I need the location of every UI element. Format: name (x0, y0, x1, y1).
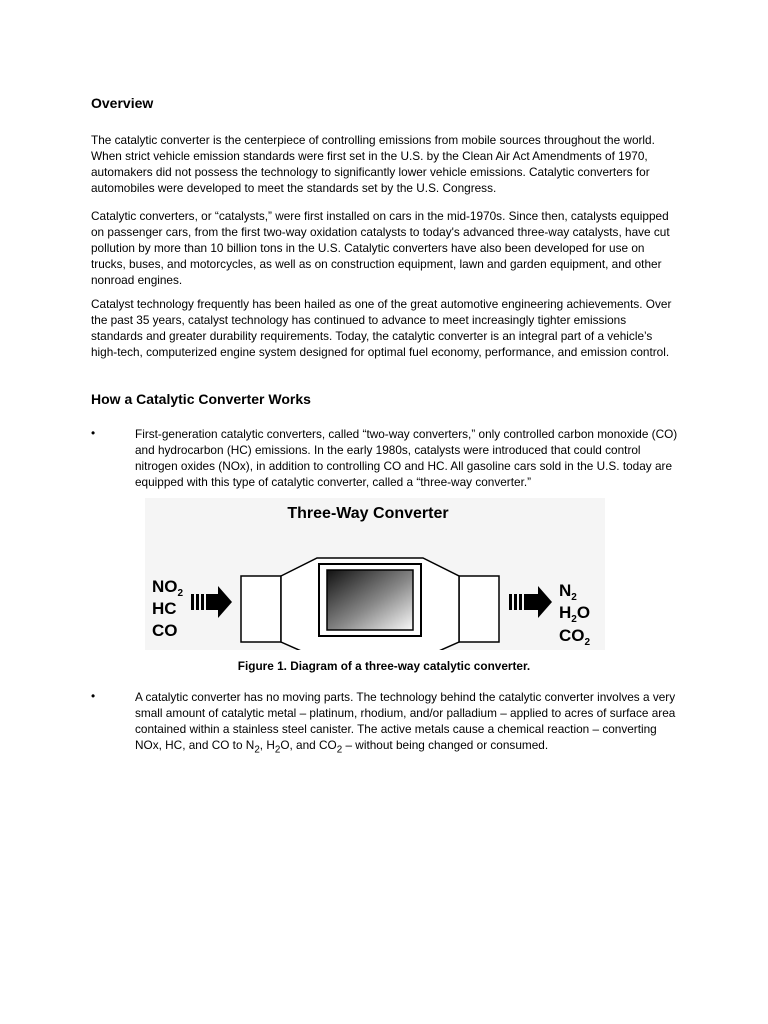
bullet-marker-1: • (91, 426, 96, 440)
diagram-title: Three-Way Converter (287, 505, 449, 522)
three-way-converter-diagram (145, 498, 605, 650)
catalyst-core (327, 570, 413, 630)
overview-paragraph-3: Catalyst technology frequently has been hailed as one of the great automotive engineering achievements. Over the past 35 years, catalyst technology has continued to advance to meet increasingly tighter emissions standards and greater durability requirements. Today, the catalytic converter is an integral part of a vehicle’s high-tech, computerized engine system designed for optimal fuel economy, performance, and emission control. (91, 297, 672, 359)
bullet-marker-2: • (91, 689, 96, 703)
input-gas-co: CO (152, 621, 178, 640)
input-gas-hc: HC (152, 599, 177, 618)
output-gas-h2o: $H_2O$ (559, 603, 591, 625)
overview-paragraph-1: The catalytic converter is the centerpiece of controlling emissions from mobile sources throughout the world. When strict vehicle emission standards were first set in the U.S. by the Clean Air Act Amendments of 1970, automakers did not possess the technology to significantly lower vehicle emissions. Catalytic converters for automobiles were developed to meet the standards set by the U.S. Congress. (91, 133, 655, 195)
output-gas-co2: $CO_2$ (559, 626, 591, 648)
overview-paragraph-2: Catalytic converters, or “catalysts,” were first installed on cars in the mid-1970s. Since then, catalysts equipped on passenger cars, from the first two-way oxidation catalysts to today's advanced three-way catalysts, have cut pollution by more than 10 billion tons in the U.S. Catalytic converters have also been developed for use on trucks, buses, and motorcycles, as well as on construction equipment, lawn and garden equipment, and other nonroad engines. (91, 209, 670, 287)
figure-caption: Figure 1. Diagram of a three-way catalytic converter. (237, 659, 531, 673)
inlet-pipe (241, 576, 281, 642)
bullet-text-2: A catalytic converter has no moving parts. The technology behind the catalytic converter involves a very small amount of catalytic metal – platinum, rhodium, and/or palladium – applied to acres of surface area contained within a stainless steel canister. The active metals cause a chemical reaction – converting NOx, HC, and CO to $N_2$, $H_2O$, and $CO_2$ – without being changed or consumed. (135, 690, 676, 756)
overview-heading: Overview (91, 95, 154, 111)
how-it-works-heading: How a Catalytic Converter Works (91, 391, 311, 407)
output-gas-n2: $N_2$ (559, 581, 577, 603)
input-gas-nox: $NO_2$ (152, 577, 184, 599)
outlet-pipe (459, 576, 499, 642)
bullet-text-1: First-generation catalytic converters, called “two-way converters,” only controlled carbon monoxide (CO) and hydrocarbon (HC) emissions. In the early 1980s, catalysts were introduced that could control nitrogen oxides (NOx), in addition to controlling CO and HC. All gasoline cars sold in the U.S. today are equipped with this type of catalytic converter, called a “three-way converter.” (135, 427, 678, 489)
